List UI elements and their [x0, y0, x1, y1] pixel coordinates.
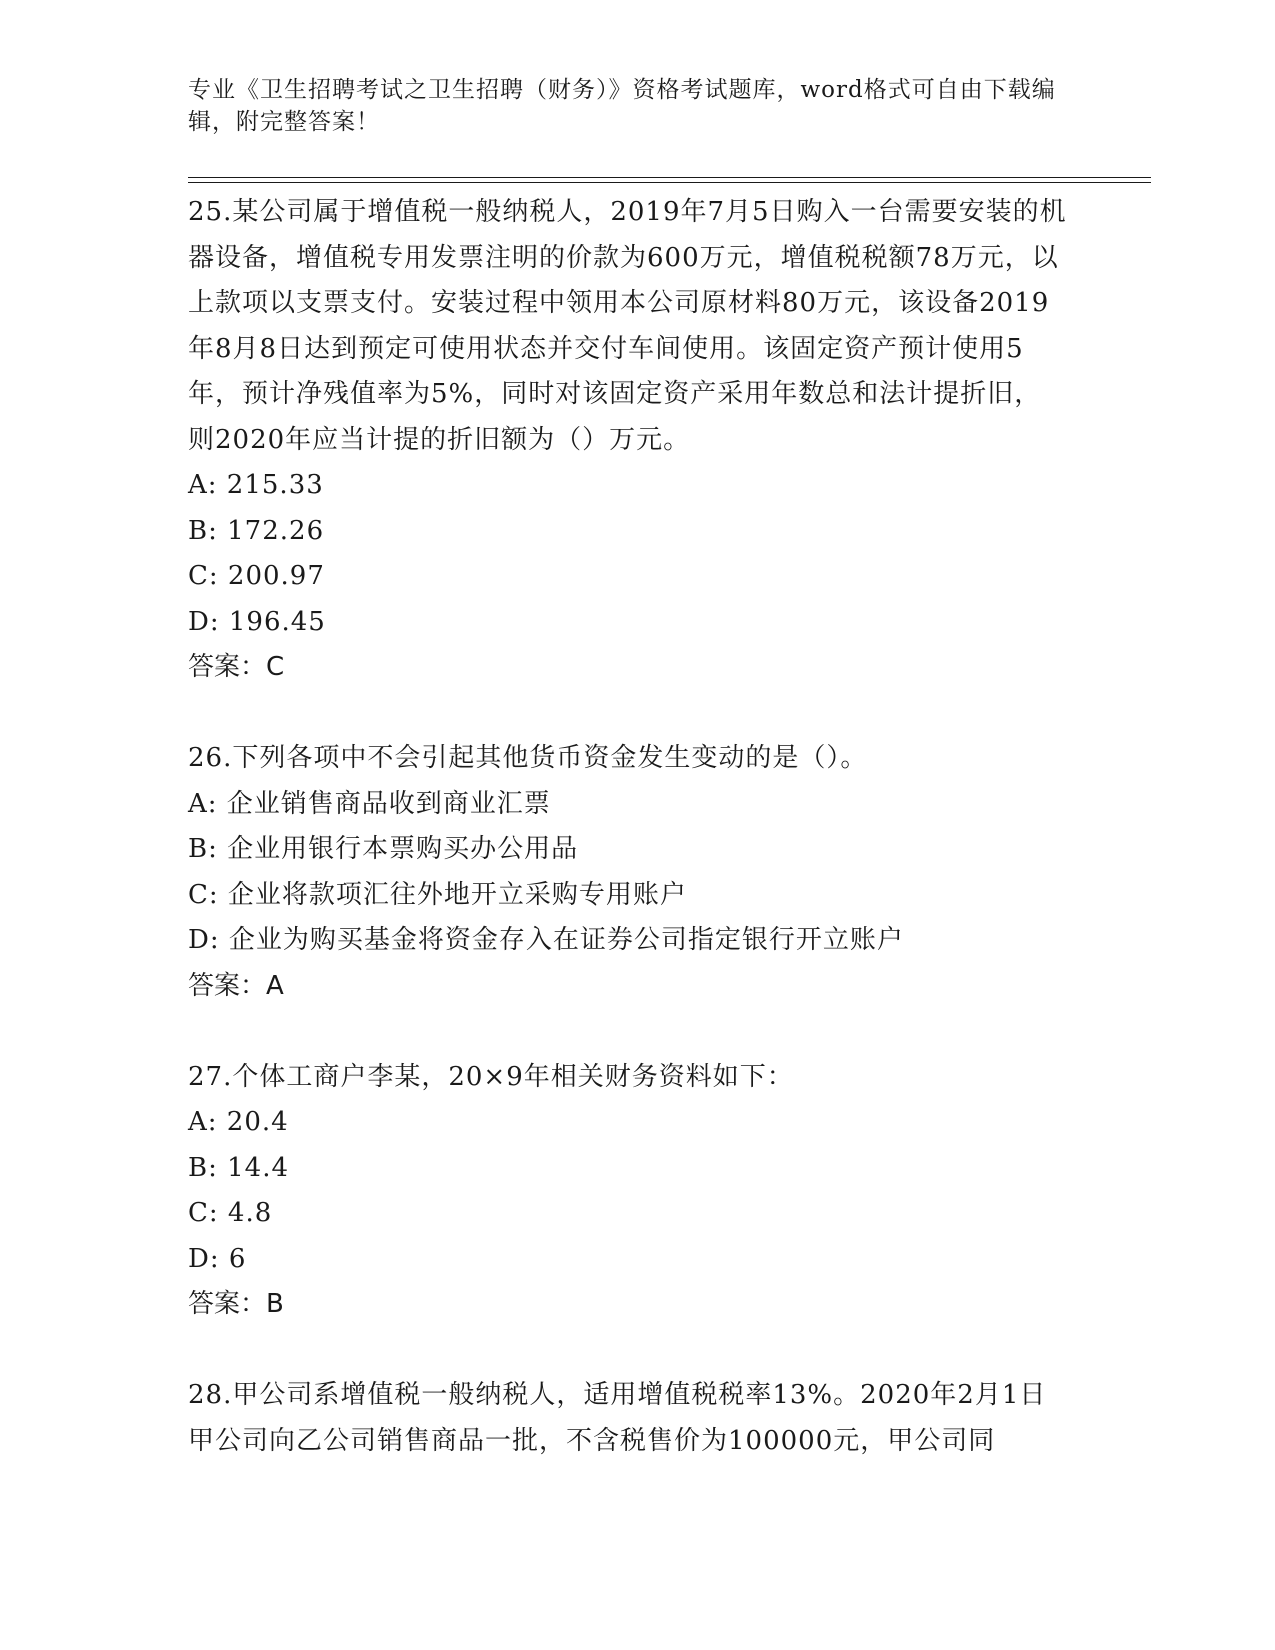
- option-c: C: 企业将款项汇往外地开立采购专用账户: [188, 879, 687, 910]
- option-b: B: 企业用银行本票购买办公用品: [188, 834, 579, 864]
- option-a: A: 20.4: [188, 1107, 289, 1137]
- option-d: D: 企业为购买基金将资金存入在证券公司指定银行开立账户: [188, 925, 904, 955]
- question-26: [188, 736, 1068, 1009]
- answer-label: 答案：B: [188, 1289, 284, 1319]
- option-b: B: 14.4: [188, 1152, 290, 1183]
- option-c: C: 200.97: [188, 561, 325, 591]
- answer-label: 答案：C: [188, 652, 285, 682]
- spacer: [188, 1009, 1068, 1055]
- question-28: [188, 1373, 1068, 1464]
- question-stem: 28.甲公司系增值税一般纳税人，适用增值税税率13%。2020年2月1日甲公司向乙公司销售商品一批，不含税售价为100000元，甲公司同: [188, 1380, 1047, 1456]
- spacer: [188, 1328, 1068, 1374]
- question-27: [188, 1055, 1068, 1328]
- option-d: D: 6: [188, 1243, 247, 1274]
- header-divider-bottom: [188, 182, 1151, 183]
- spacer: [188, 691, 1068, 737]
- question-list: [188, 190, 1068, 1464]
- question-25: [188, 190, 1068, 691]
- document-header: [188, 74, 1068, 138]
- question-stem: 27.个体工商户李某，20×9年相关财务资料如下：: [188, 1061, 794, 1092]
- option-b: B: 172.26: [188, 515, 325, 546]
- option-c: C: 4.8: [188, 1198, 273, 1228]
- header-text: 专业《卫生招聘考试之卫生招聘（财务）》资格考试题库，word格式可自由下载编辑，附完整答案！: [188, 77, 1056, 135]
- option-a: A: 企业销售商品收到商业汇票: [188, 788, 551, 819]
- question-stem: 25.某公司属于增值税一般纳税人，2019年7月5日购入一台需要安装的机器设备，增值税专用发票注明的价款为600万元，增值税税额78万元，以上款项以支票支付。安装过程中领用本公司原材料80万元，该设备2019年8月8日达到预定可使用状态并交付车间使用。该固定资产预计使用5年，预计净残值率为5%，同时对该固定资产采用年数总和法计提折旧，则2020年应当计提的折旧额为（）万元。: [188, 197, 1067, 455]
- question-stem: 26.下列各项中不会引起其他货币资金发生变动的是（）。: [188, 743, 868, 773]
- header-divider-top: [188, 177, 1151, 178]
- option-a: A: 215.33: [188, 470, 324, 500]
- option-d: D: 196.45: [188, 606, 326, 637]
- answer-label: 答案：A: [188, 970, 284, 1001]
